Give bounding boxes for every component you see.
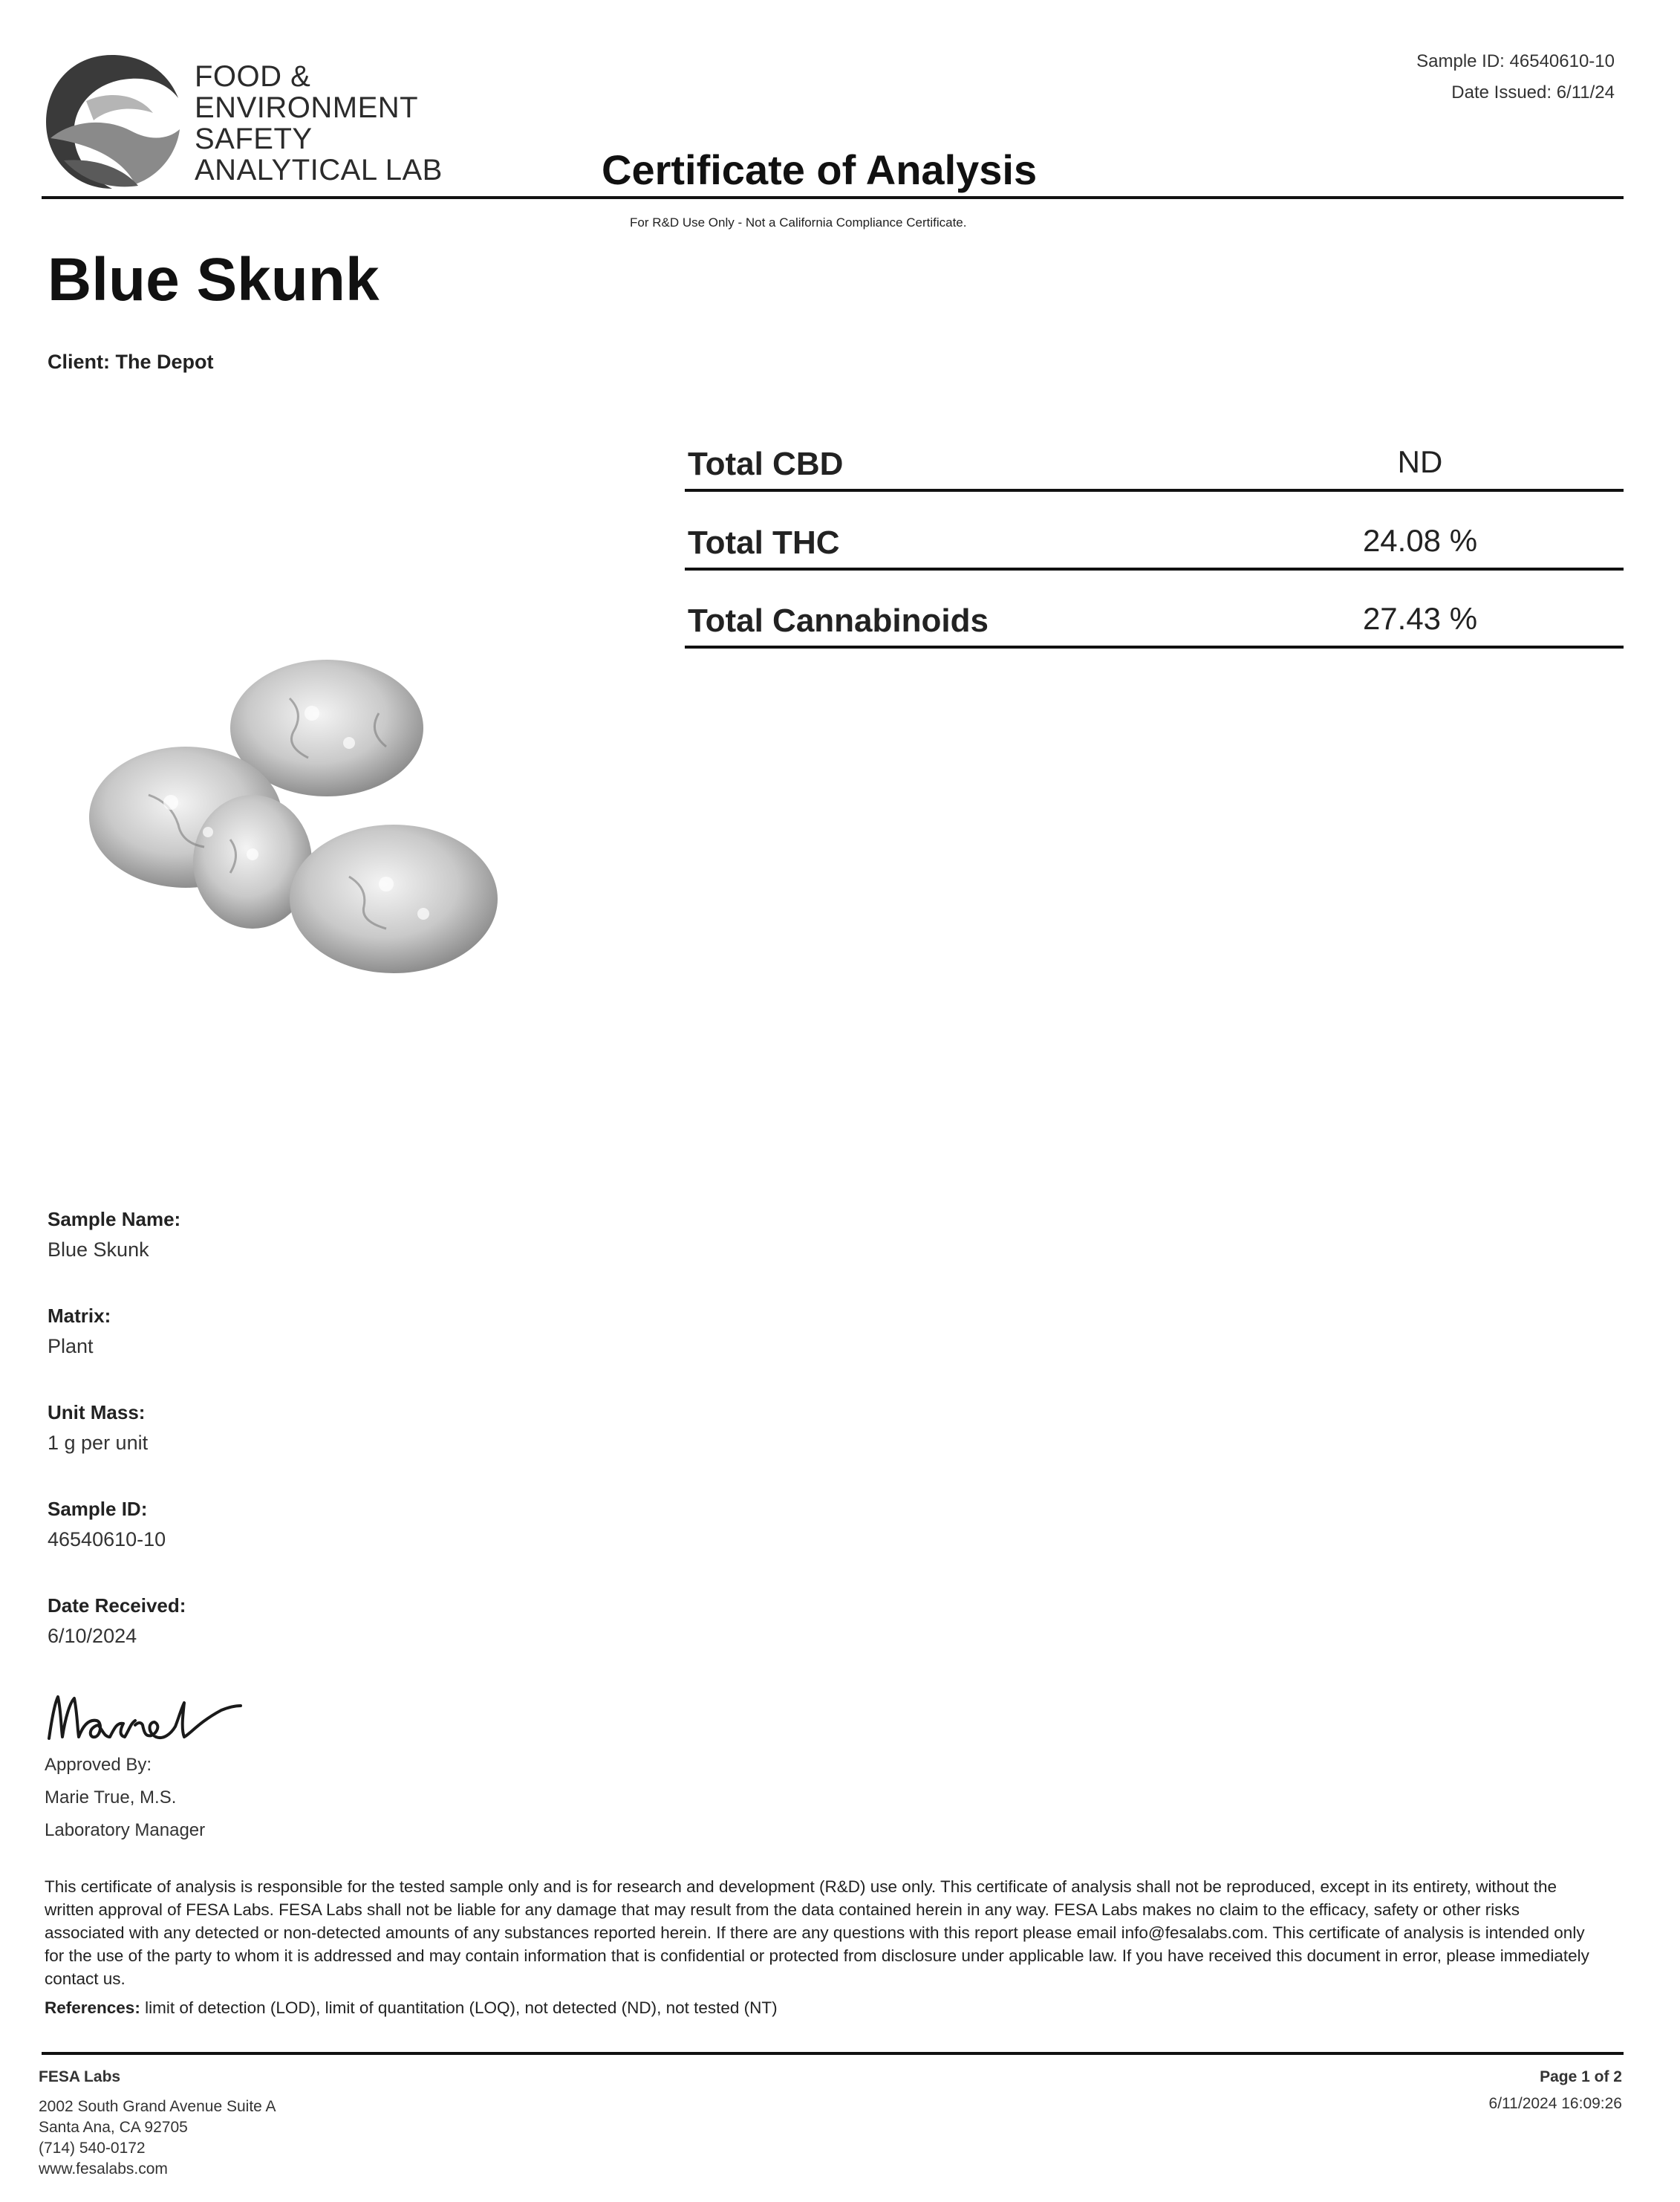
approver-name: Marie True, M.S. (45, 1787, 177, 1808)
summary-row-total-cannabinoids (685, 598, 1624, 649)
info-value: 6/10/2024 (48, 1625, 137, 1647)
info-sample-id (48, 1498, 166, 1551)
product-photo (82, 654, 512, 988)
info-label: Unit Mass: (48, 1401, 146, 1423)
info-label: Date Received: (48, 1594, 186, 1617)
fesa-logo-icon (42, 49, 183, 195)
info-value: 1 g per unit (48, 1432, 149, 1454)
footer-divider (42, 2052, 1624, 2055)
references-label: References: (45, 1998, 140, 2017)
footer-page-info (1489, 2064, 1622, 2117)
page-number: Page 1 of 2 (1540, 2068, 1622, 2085)
footer-company: FESA Labs (39, 2068, 121, 2085)
product-name: Blue Skunk (48, 246, 380, 314)
header-divider (42, 196, 1624, 199)
info-label: Sample Name: (48, 1208, 181, 1230)
summary-row-total-thc (685, 520, 1624, 571)
info-value: Plant (48, 1335, 94, 1357)
header-meta (1416, 46, 1615, 108)
info-matrix (48, 1305, 111, 1358)
info-value: Blue Skunk (48, 1238, 149, 1261)
approval-block (45, 1749, 205, 1847)
info-date-received (48, 1594, 186, 1648)
approved-by-label: Approved By: (45, 1755, 152, 1775)
info-label: Matrix: (48, 1305, 111, 1327)
document-title: Certificate of Analysis (602, 146, 1038, 193)
approver-role: Laboratory Manager (45, 1820, 206, 1840)
summary-label: Total Cannabinoids (688, 603, 989, 639)
logo-line: ENVIRONMENT (195, 91, 419, 124)
info-unit-mass (48, 1401, 148, 1455)
info-label: Sample ID: (48, 1498, 148, 1520)
rd-use-disclaimer: For R&D Use Only - Not a California Compliance Certificate. (630, 215, 967, 230)
info-sample-name (48, 1208, 180, 1261)
summary-value: 24.08 % (1362, 523, 1478, 558)
summary-label: Total CBD (688, 446, 844, 482)
references-text: limit of detection (LOD), limit of quantitation (LOQ), not detected (ND), not tested (NT) (140, 1998, 778, 2017)
footer-address-line: 2002 South Grand Avenue Suite A (39, 2098, 276, 2115)
footer-website: www.fesalabs.com (39, 2160, 168, 2177)
logo-line: FOOD & (195, 60, 311, 93)
logo-wordmark (195, 61, 443, 186)
summary-row-total-cbd (685, 441, 1624, 492)
info-value: 46540610-10 (48, 1528, 166, 1550)
legal-disclaimer: This certificate of analysis is responsible for the tested sample only and is for research and development (R&D) use only. This certificate of analysis shall not be reproduced, except in its entirety, without the written approval of FESA Labs. FESA Labs shall not be liable for any damage that may result from the data contained herein in any way. FESA Labs makes no claim to the efficacy, safety or other risks associated with any detected or non-detected amounts of any substances reported herein. If there are any questions with this report please email info@fesalabs.com. This certificate of analysis is intended only for the use of the party to whom it is addressed and may contain information that is confidential or protected from disclosure under applicable law. If you have received this document in error, please immediately contact us. (45, 1877, 1589, 1988)
client-name: Client: The Depot (48, 351, 214, 373)
summary-value: 27.43 % (1362, 601, 1478, 636)
summary-value: ND (1397, 444, 1443, 479)
references-line (45, 1998, 778, 2018)
summary-label: Total THC (688, 524, 840, 561)
header-sample-id: Sample ID: 46540610-10 (1416, 51, 1615, 71)
header-date-issued: Date Issued: 6/11/24 (1451, 82, 1615, 103)
signature-image (43, 1680, 244, 1747)
report-timestamp: 6/11/2024 16:09:26 (1488, 2095, 1622, 2112)
logo-line: ANALYTICAL LAB (195, 154, 443, 186)
footer-address (39, 2067, 276, 2180)
logo-line: SAFETY (195, 123, 313, 155)
footer-address-line: Santa Ana, CA 92705 (39, 2119, 188, 2136)
footer-phone: (714) 540-0172 (39, 2140, 146, 2157)
